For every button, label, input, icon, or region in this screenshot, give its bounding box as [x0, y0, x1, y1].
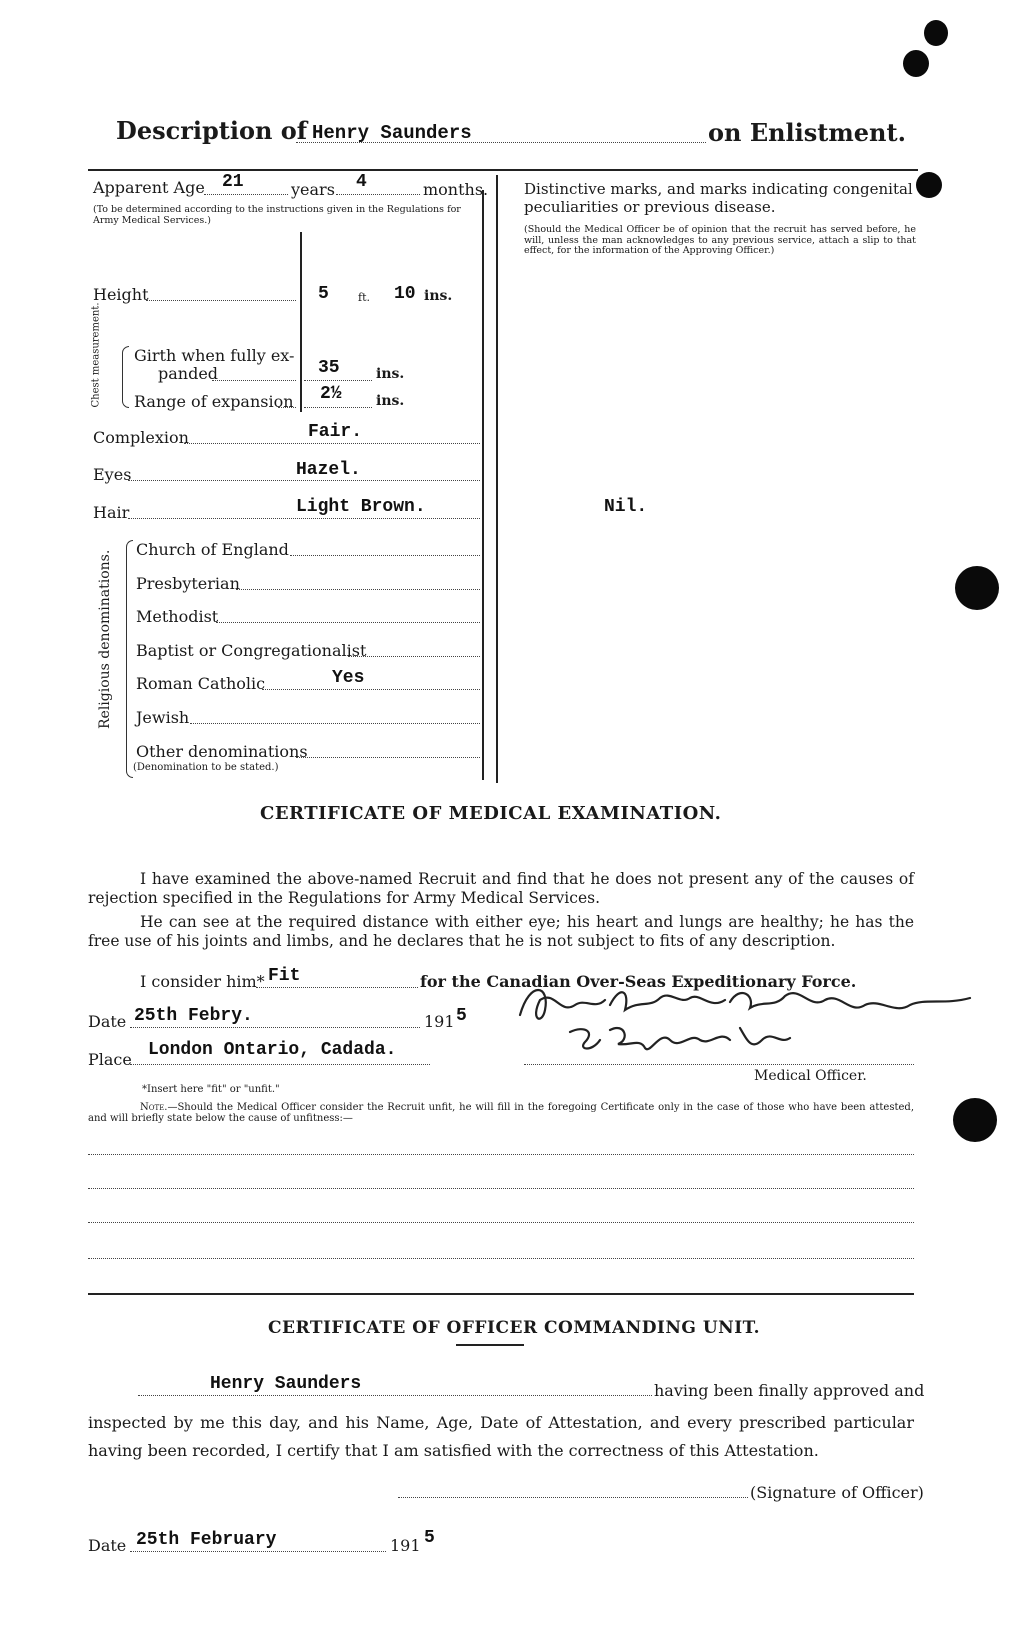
punch-hole-5 [953, 1098, 997, 1142]
commanding-date-dots [130, 1551, 386, 1552]
eyes-value: Hazel. [296, 460, 361, 480]
chest-girth-value: 35 [318, 358, 340, 378]
commanding-name-value: Henry Saunders [210, 1374, 362, 1394]
chest-range-unit: ins. [376, 393, 405, 409]
medical-place-label: Place [88, 1050, 132, 1069]
complexion-label: Complexion [93, 428, 189, 447]
medical-place-dots [130, 1064, 430, 1065]
medical-place-value: London Ontario, Cadada. [148, 1040, 397, 1060]
medical-heading: CERTIFICATE OF MEDICAL EXAMINATION. [260, 803, 722, 824]
religion-jewish: Jewish [136, 708, 190, 727]
medical-officer-dots [524, 1064, 914, 1065]
complexion-dots [184, 443, 480, 444]
age-note: (To be determined according to the instructions given in the Regulations for Army Medical Services.) [93, 204, 461, 226]
religion-presbyterian: Presbyterian [136, 574, 240, 593]
commanding-name-dots [138, 1395, 652, 1396]
medical-para-1: I have examined the above-named Recruit and find that he does not present any of the causes of rejection specified in the Regulations for Army Medical Services. [88, 870, 914, 907]
age-years-value: 21 [222, 172, 244, 192]
age-months-value: 4 [356, 172, 367, 192]
height-inches-value: 10 [394, 284, 416, 304]
chest-range-dots [278, 407, 296, 408]
title-name: Henry Saunders [312, 122, 472, 144]
unfitness-line-3 [88, 1222, 914, 1223]
medical-officer-label: Medical Officer. [754, 1068, 867, 1084]
marks-value: Nil. [604, 497, 648, 517]
height-ft-label: ft. [358, 291, 370, 304]
religion-methodist: Methodist [136, 607, 219, 626]
commanding-text-2: inspected by me this day, and his Name, Age, Date of Attestation, and every prescribed particular having been recorded, I certify that I am satisfied with the correctness of this Attestation. [88, 1413, 914, 1460]
complexion-value: Fair. [308, 422, 363, 442]
religion-brace [126, 540, 133, 778]
religion-other-note: (Denomination to be stated.) [133, 762, 279, 773]
commanding-year-digit: 5 [424, 1528, 435, 1548]
height-ins-label: ins. [424, 288, 453, 304]
chest-brace [122, 346, 129, 408]
chest-girth-unit: ins. [376, 366, 405, 382]
religion-dots-0 [290, 555, 480, 556]
medical-consider-suffix: for the Canadian Over-Seas Expeditionary Force. [420, 972, 857, 991]
medical-consider-prefix: I consider him* [140, 972, 265, 991]
hair-dots [128, 518, 480, 519]
chest-range-value-dots [304, 407, 372, 408]
commanding-date-label: Date [88, 1536, 127, 1555]
medical-officer-signature [500, 970, 1000, 1070]
title-dots [296, 142, 706, 143]
religion-dots-5 [190, 723, 480, 724]
chest-girth-value-dots [304, 380, 372, 381]
medical-note [88, 1102, 914, 1124]
commanding-year-prefix: 191 [390, 1536, 421, 1555]
medical-year-prefix: 191 [424, 1012, 455, 1031]
punch-hole-1 [924, 20, 948, 46]
measure-divider [300, 232, 302, 412]
top-rule [88, 169, 918, 171]
medical-year-digit: 5 [456, 1006, 467, 1026]
eyes-dots [128, 480, 480, 481]
medical-consider-dots [256, 987, 418, 988]
religion-side-label: Religious denominations. [97, 549, 113, 729]
unfitness-line-1 [88, 1154, 914, 1155]
unfitness-line-4 [88, 1258, 914, 1259]
commanding-heading: CERTIFICATE OF OFFICER COMMANDING UNIT. [268, 1318, 761, 1338]
chest-range-label: Range of expansion [134, 392, 294, 411]
punch-hole-4 [955, 566, 999, 610]
height-dots [146, 300, 296, 301]
religion-baptist: Baptist or Congregationalist [136, 641, 367, 660]
religion-dots-3 [348, 656, 480, 657]
commanding-signature-label: (Signature of Officer) [750, 1483, 924, 1502]
punch-hole-2 [903, 50, 929, 77]
column-divider-inner [482, 190, 484, 780]
medical-date-label: Date [88, 1012, 127, 1031]
commanding-date-value: 25th February [136, 1530, 277, 1550]
hair-label: Hair [93, 503, 130, 522]
column-divider [496, 175, 498, 783]
hair-value: Light Brown. [296, 497, 426, 517]
religion-dots-1 [236, 589, 480, 590]
title-suffix: on Enlistment. [708, 118, 906, 147]
age-label: Apparent Age [93, 178, 205, 197]
medical-note-label: Note. [140, 1102, 168, 1113]
height-label: Height [93, 285, 149, 304]
chest-girth-label-1: Girth when fully ex- [134, 346, 295, 365]
religion-other: Other denominations [136, 742, 308, 761]
medical-note-text: —Should the Medical Officer consider the Recruit unfit, he will fill in the foregoing Certificate only in the case of those who have been attested, and will briefly state below the cause of unfitness:— [88, 1102, 914, 1124]
marks-note: (Should the Medical Officer be of opinion that the recruit has served before, he will, unless the man acknowledges to any previous service, attach a slip to that effect, for the information of the Approving Officer.) [524, 224, 916, 256]
religion-roman-catholic: Roman Catholic [136, 674, 266, 693]
religion-dots-6 [296, 757, 480, 758]
unfitness-line-2 [88, 1188, 914, 1189]
commanding-underline [456, 1344, 524, 1346]
chest-range-value: 2½ [320, 384, 342, 404]
medical-date-value: 25th Febry. [134, 1006, 253, 1026]
chest-girth-dots [212, 380, 296, 381]
religion-church-of-england: Church of England [136, 540, 289, 559]
punch-hole-3 [916, 172, 942, 198]
height-feet-value: 5 [318, 284, 329, 304]
religion-dots-4 [262, 689, 480, 690]
medical-bottom-rule [88, 1293, 914, 1295]
chest-side-label: Chest measurement. [90, 302, 102, 408]
chest-girth-label-2: panded [158, 364, 219, 383]
marks-heading: Distinctive marks, and marks indicating congenital peculiarities or previous disease. [524, 180, 913, 216]
eyes-label: Eyes [93, 465, 132, 484]
age-months-dots [336, 194, 420, 195]
religion-dots-2 [216, 622, 480, 623]
medical-para-2: He can see at the required distance with either eye; his heart and lungs are healthy; he has the free use of his joints and limbs, and he declares that he is not subject to fits of any description. [88, 913, 914, 950]
medical-insert-note: *Insert here "fit" or "unfit." [142, 1084, 280, 1095]
medical-consider-value: Fit [268, 966, 301, 986]
age-months-label: months. [423, 180, 489, 199]
commanding-text-1: having been finally approved and [654, 1381, 925, 1400]
age-years-label: years [291, 180, 335, 199]
religion-roman-catholic-value: Yes [332, 668, 365, 688]
title-prefix: Description of [116, 116, 308, 145]
age-years-dots [204, 194, 288, 195]
commanding-signature-dots [398, 1497, 748, 1498]
medical-date-dots [130, 1027, 420, 1028]
